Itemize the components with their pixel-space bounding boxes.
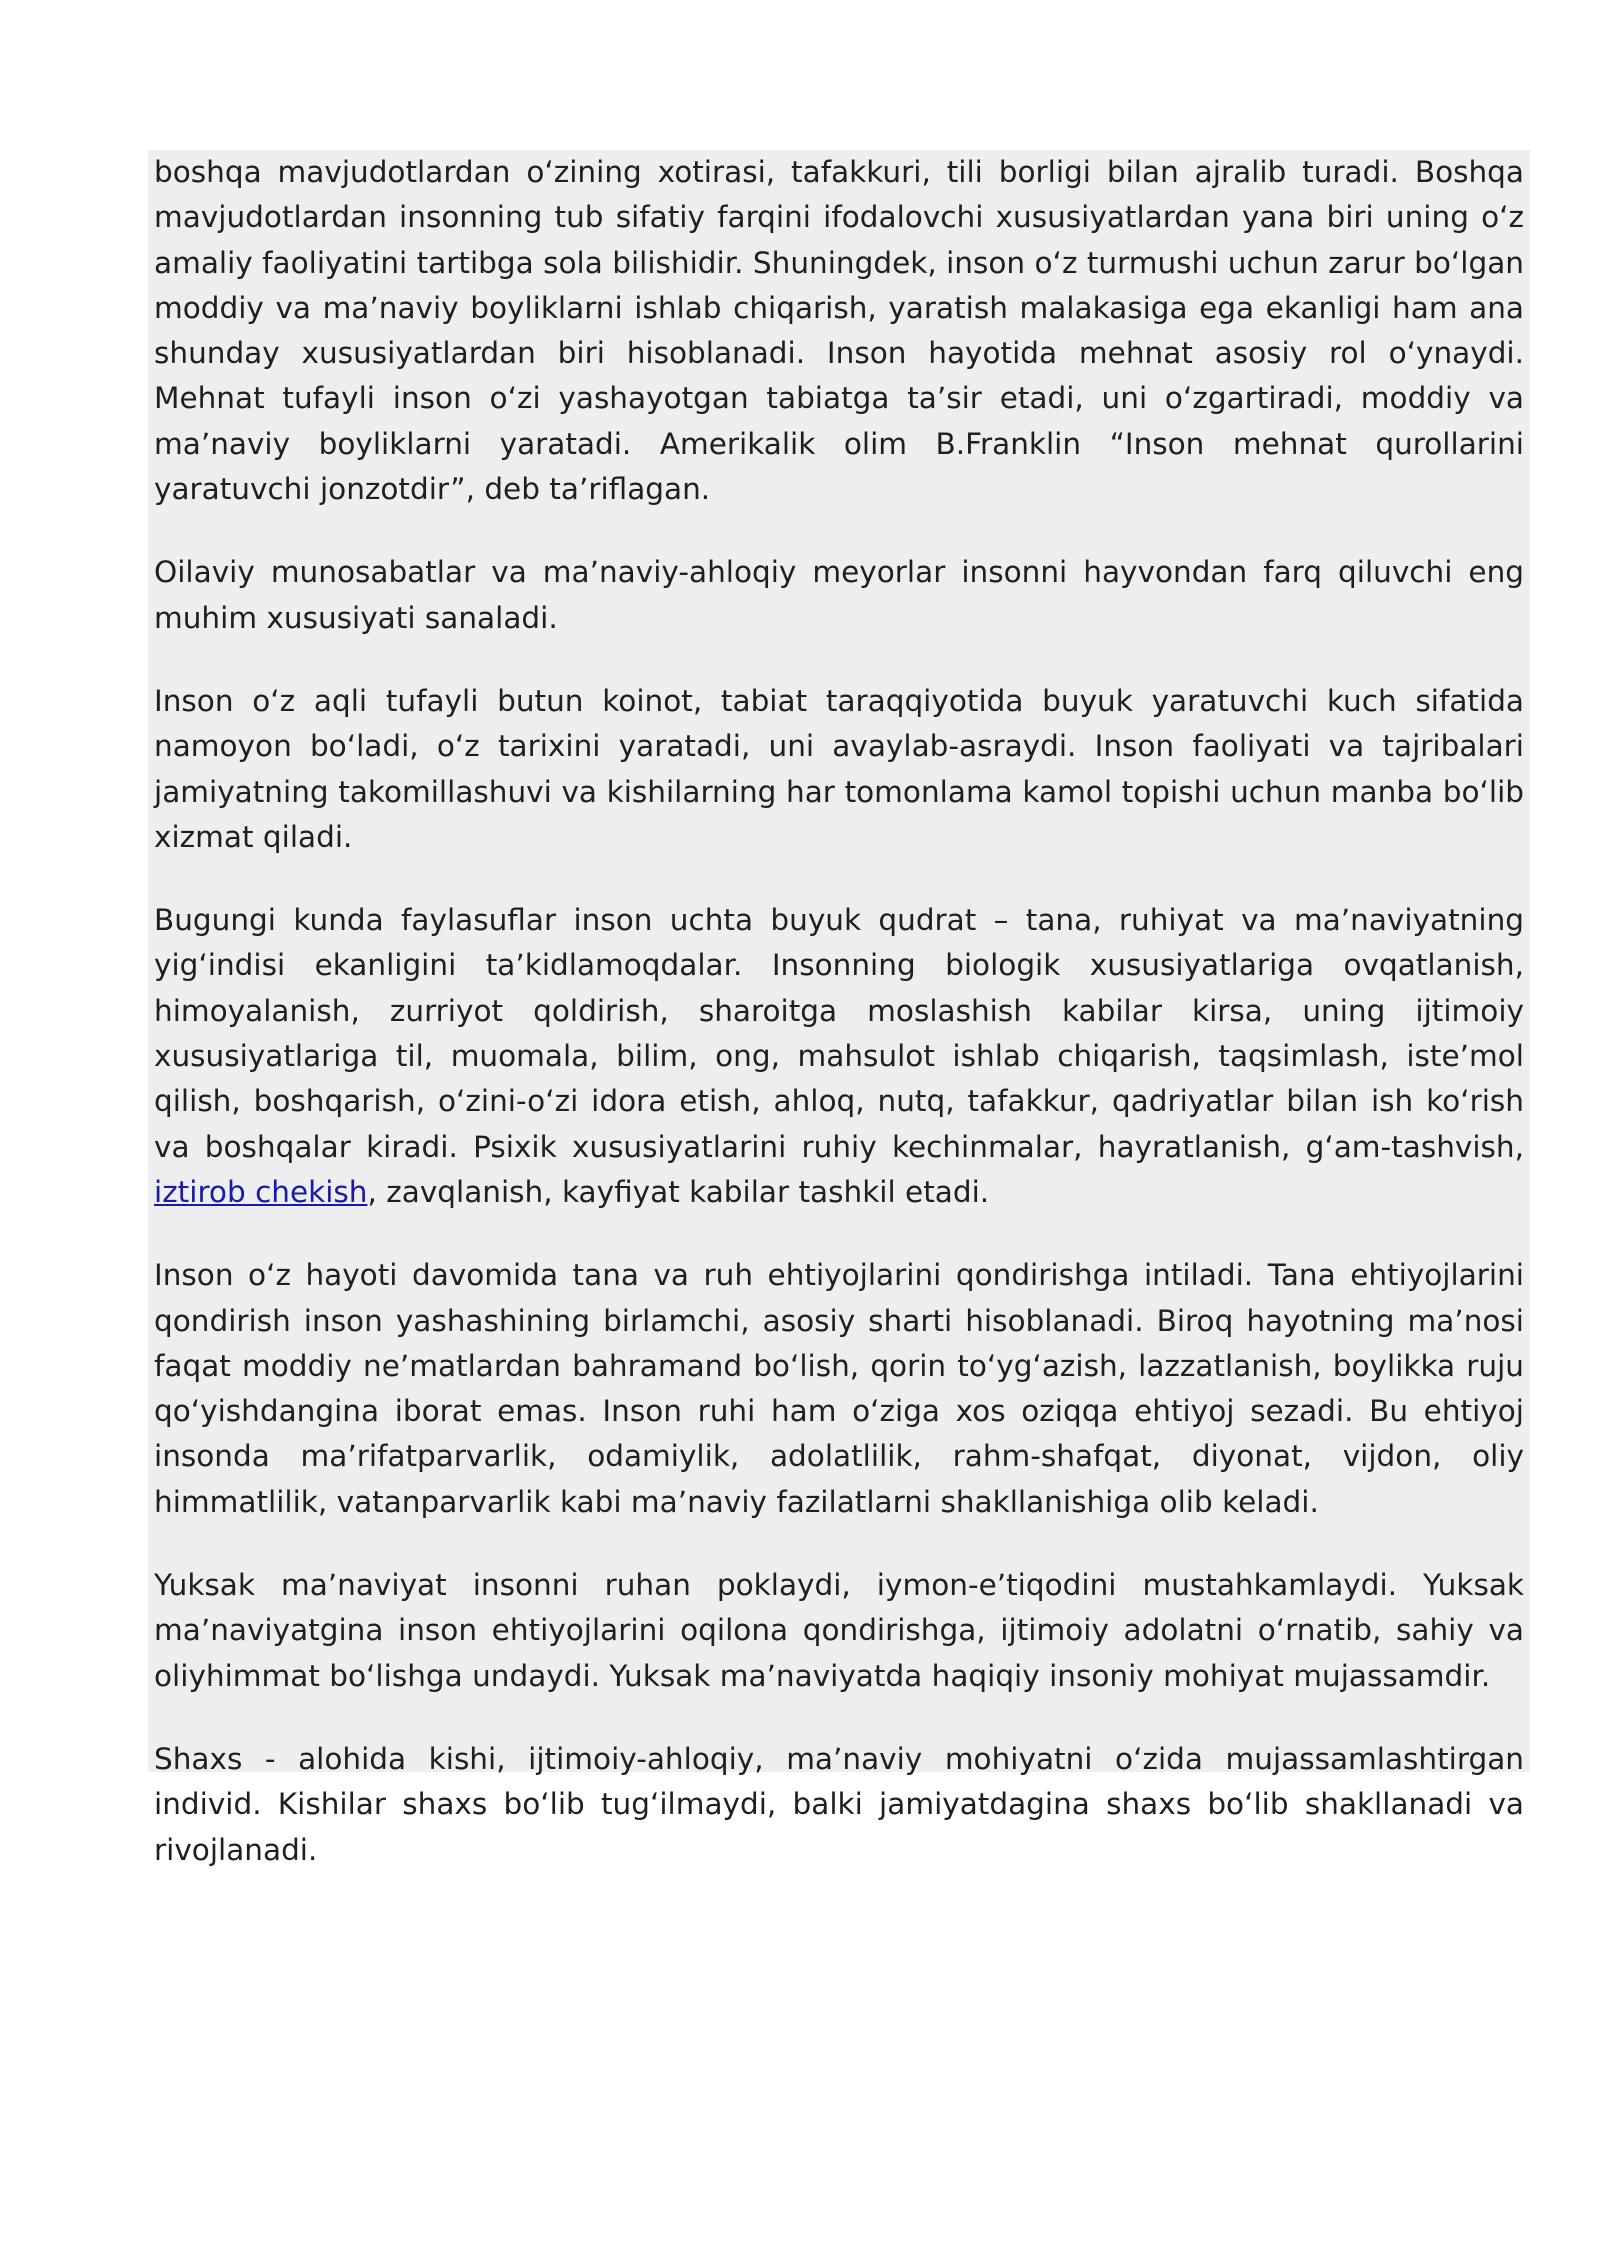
paragraph-2: Oilaviy munosabatlar va maʼnaviy-ahloqiy meyorlar insonni hayvondan farq qiluvchi eng muhim xususiyati sanaladi. — [154, 555, 1524, 635]
iztirob-chekish-link[interactable]: iztirob chekish — [154, 1174, 368, 1209]
paragraph-4 — [154, 898, 1524, 1215]
paragraph-6: Yuksak maʼnaviyat insonni ruhan poklaydi, iymon-eʼtiqodini mustahkamlaydi. Yuksak maʼnaviyatgina inson ehtiyojlarini oqilona qondirishga, ijtimoiy adolatni oʻrnatib, sahiy va oliyhimmat boʻlishga undaydi. Yuksak maʼnaviyatda haqiqiy insoniy mohiyat mujassamdir. — [154, 1568, 1524, 1693]
paragraph-5: Inson oʻz hayoti davomida tana va ruh ehtiyojlarini qondirishga intiladi. Tana ehtiyojlarini qondirish inson yashashining birlamchi, asosiy sharti hisoblanadi. Biroq hayotning maʼnosi faqat moddiy neʼmatlardan bahramand boʻlish, qorin toʻygʻazish, lazzatlanish, boylikka ruju qoʻyishdangina iborat emas. Inson ruhi ham oʻziga xos oziqqa ehtiyoj sezadi. Bu ehtiyoj insonda maʼrifatparvarlik, odamiylik, adolatlilik, rahm-shafqat, diyonat, vijdon, oliy himmatlilik, vatanparvarlik kabi maʼnaviy fazilatlarni shakllanishiga olib keladi. — [154, 1258, 1524, 1519]
paragraph-7: Shaxs - alohida kishi, ijtimoiy-ahloqiy, maʼnaviy mohiyatni oʻzida mujassamlashtirgan individ. Kishilar shaxs boʻlib tugʻilmaydi, balki jamiyatdagina shaxs boʻlib shakllanadi va rivojlanadi. — [154, 1741, 1524, 1867]
paragraph-1: boshqa mavjudotlardan oʻzining xotirasi, tafakkuri, tili borligi bilan ajralib turadi. Boshqa mavjudotlardan insonning tub sifatiy farqini ifodalovchi xususiyatlardan yana biri uning oʻz amaliy faoliyatini tartibga sola bilishidir. Shuningdek, inson oʻz turmushi uchun zarur boʻlgan moddiy va maʼnaviy boyliklarni ishlab chiqarish, yaratish malakasiga ega ekanligi ham ana shunday xususiyatlardan biri hisoblanadi. Inson hayotida mehnat asosiy rol oʻynaydi. Mehnat tufayli inson oʻzi yashayotgan tabiatga taʼsir etadi, uni oʻzgartiradi, moddiy va maʼnaviy boyliklarni yaratadi. Amerikalik olim B.Franklin “Inson mehnat qurollarini yaratuvchi jonzotdir”, deb taʼriflagan. — [154, 155, 1524, 507]
paragraph-3: Inson oʻz aqli tufayli butun koinot, tabiat taraqqiyotida buyuk yaratuvchi kuch sifatida namoyon boʻladi, oʻz tarixini yaratadi, uni avaylab-asraydi. Inson faoliyati va tajribalari jamiyatning takomillashuvi va kishilarning har tomonlama kamol topishi uchun manba boʻlib xizmat qiladi. — [154, 683, 1524, 854]
paragraph-4-text-after-link: , zavqlanish, kayfiyat kabilar tashkil etadi. — [367, 1174, 990, 1209]
document-text-block — [148, 150, 1530, 1867]
paragraph-4-text-before-link: Bugungi kunda faylasuflar inson uchta buyuk qudrat – tana, ruhiyat va maʼnaviyatning yigʻindisi ekanligini taʼkidlamoqdalar. Insonning biologik xususiyatlariga ovqatlanish, himoyalanish, zurriyot qoldirish, sharoitga moslashish kabilar kirsa, uning ijtimoiy xususiyatlariga til, muomala, bilim, ong, mahsulot ishlab chiqarish, taqsimlash, isteʼmol qilish, boshqarish, oʻzini-oʻzi idora etish, ahloq, nutq, tafakkur, qadriyatlar bilan ish koʻrish va boshqalar kiradi. Psixik xususiyatlarini ruhiy kechinmalar, hayratlanish, gʻam-tashvish, — [154, 903, 1524, 1164]
